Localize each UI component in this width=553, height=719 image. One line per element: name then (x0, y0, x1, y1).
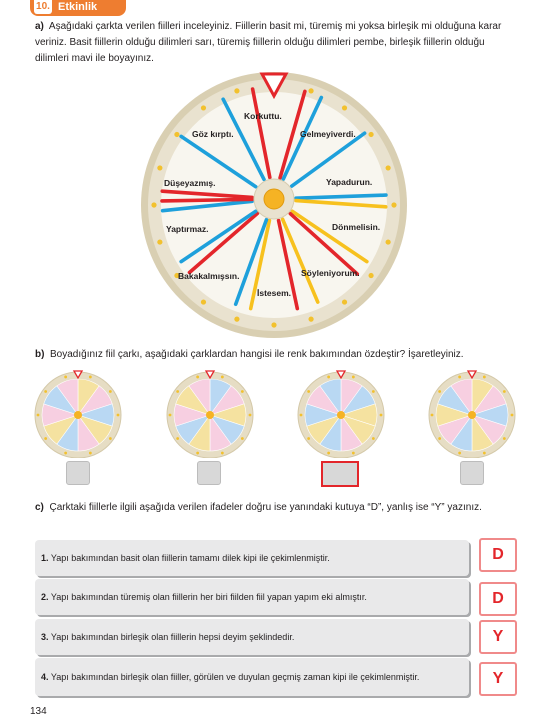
option-wheel-bulb (438, 437, 441, 440)
option-wheel-bulb (352, 376, 355, 379)
option-checkbox-1[interactable] (66, 461, 90, 485)
option-wheel-bulb (327, 376, 330, 379)
option-wheel-bulb (117, 414, 120, 417)
wheel-divider-red (162, 199, 252, 201)
page-number: 134 (30, 706, 47, 717)
option-wheel-bulb (372, 390, 375, 393)
option-wheel-bulb (431, 414, 434, 417)
wheel-bulb (386, 239, 391, 244)
wheel-word: Dönmelisin. (332, 222, 381, 232)
option-wheel-4 (428, 370, 516, 458)
option-wheel-bulb (327, 452, 330, 455)
verb-wheel (138, 72, 410, 340)
part-c-letter: c) (35, 502, 44, 513)
wheel-word: Söyleniyorum. (301, 268, 360, 278)
option-wheel-bulb (307, 437, 310, 440)
statement-number: 3. (41, 632, 49, 642)
option-wheel-bulb (483, 452, 486, 455)
wheel-bulb (201, 105, 206, 110)
option-wheel-bulb (109, 390, 112, 393)
option-wheel-3 (297, 370, 385, 458)
option-wheel-bulb (503, 437, 506, 440)
option-wheel-bulb (511, 414, 514, 417)
option-wheel-bulb (352, 452, 355, 455)
wheel-bulb (368, 132, 373, 137)
option-wheel-bulb (44, 437, 47, 440)
wheel-bulb (271, 322, 276, 327)
statement-3 (35, 619, 469, 655)
wheel-bulb (157, 165, 162, 170)
option-wheel-bulb (44, 390, 47, 393)
option-wheel-bulb (176, 437, 179, 440)
option-wheel-bulb (249, 414, 252, 417)
option-checkbox-2[interactable] (197, 461, 221, 485)
option-wheel-bulb (458, 376, 461, 379)
activity-title: Etkinlik (58, 1, 98, 13)
wheel-bulb (234, 88, 239, 93)
option-wheel-bulb (196, 376, 199, 379)
statement-4 (35, 658, 469, 696)
wheel-word: Göz kırptı. (192, 129, 234, 139)
wheel-bulb (151, 202, 156, 207)
wheel-bulb (391, 202, 396, 207)
option-wheel-bulb (109, 437, 112, 440)
part-a-letter: a) (35, 21, 44, 32)
option-wheel-2 (166, 370, 254, 458)
wheel-word: Korkuttu. (244, 111, 282, 121)
option-wheel-hub (74, 411, 82, 419)
statement-text: Yapı bakımından birleşik olan fiillerin hepsi deyim şeklindedir. (50, 632, 295, 642)
option-checkbox-3-selected[interactable] (321, 461, 359, 487)
wheel-bulb (157, 239, 162, 244)
statement-number: 4. (41, 672, 49, 682)
wheel-bulb (308, 317, 313, 322)
statement-text: Yapı bakımından türemiş olan fiillerin her biri fiilden fiil yapan yapım eki almıştır. (50, 592, 367, 602)
wheel-bulb (342, 299, 347, 304)
option-wheel-bulb (372, 437, 375, 440)
option-wheel-hub (337, 411, 345, 419)
answer-box-4[interactable]: Y (479, 662, 517, 696)
wheel-bulb (342, 105, 347, 110)
wheel-bulb (368, 273, 373, 278)
option-wheel-bulb (503, 390, 506, 393)
option-wheel-hub (468, 411, 476, 419)
option-wheel-bulb (89, 452, 92, 455)
wheel-word: Düşeyazmış. (164, 178, 216, 188)
option-wheel-bulb (458, 452, 461, 455)
statement-1 (35, 540, 469, 576)
option-wheel-bulb (37, 414, 40, 417)
option-wheel-bulb (64, 452, 67, 455)
wheel-word: Yaptırmaz. (166, 224, 209, 234)
option-wheel-bulb (483, 376, 486, 379)
statement-text: Yapı bakımından birleşik olan fiiller, görülen ve duyulan geçmiş zaman kipi ile çekimlenmiştir. (50, 672, 420, 682)
part-a-instructions (35, 19, 515, 67)
wheel-word: Bakakalmışsın. (178, 271, 240, 281)
wheel-word: İstesem. (257, 288, 292, 298)
answer-box-2[interactable]: D (479, 582, 517, 616)
option-wheel-bulb (241, 437, 244, 440)
wheel-bulb (174, 132, 179, 137)
part-b-text: Boyadığınız fiil çarkı, aşağıdaki çarklardan hangisi ile renk bakımından özdeştir? İşaretleyiniz. (50, 349, 464, 360)
option-wheel-bulb (196, 452, 199, 455)
wheel-bulb (386, 165, 391, 170)
part-c-text: Çarktaki fiillerle ilgili aşağıda verilen ifadeler doğru ise yanındaki kutuya “D”, yanlış ise “Y” yazınız. (49, 502, 482, 513)
option-wheel-bulb (241, 390, 244, 393)
option-wheel-bulb (307, 390, 310, 393)
option-wheel-bulb (169, 414, 172, 417)
activity-badge (30, 0, 126, 16)
wheel-bulb (234, 317, 239, 322)
option-wheel-bulb (221, 452, 224, 455)
statement-text: Yapı bakımından basit olan fiillerin tamamı dilek kipi ile çekimlenmiştir. (50, 553, 330, 563)
part-a-text: Aşağıdaki çarkta verilen fiilleri inceleyiniz. Fiillerin basit mi, türemiş mi yoksa birleşik mi olduğuna karar veriniz. Basit fiillerin olduğu dilimleri sarı, türemiş fiillerin olduğu dilimleri pembe, birleşik fiillerin olduğu dilimleri mavi ile boyayınız. (35, 21, 502, 64)
option-wheel-hub (206, 411, 214, 419)
answer-box-3[interactable]: Y (479, 620, 517, 654)
option-wheel-bulb (300, 414, 303, 417)
option-wheel-bulb (64, 376, 67, 379)
option-wheel-1 (34, 370, 122, 458)
statement-number: 2. (41, 592, 49, 602)
part-c-instructions (35, 500, 515, 516)
part-b-instructions (35, 347, 515, 363)
statement-2 (35, 579, 469, 615)
wheel-word: Gelmeyiverdi. (300, 129, 356, 139)
activity-number: 10. (34, 0, 52, 14)
option-wheel-bulb (89, 376, 92, 379)
statement-number: 1. (41, 553, 49, 563)
wheel-bulb (201, 299, 206, 304)
option-checkbox-4[interactable] (460, 461, 484, 485)
wheel-bulb (308, 88, 313, 93)
wheel-word: Yapadurun. (326, 177, 373, 187)
option-wheel-bulb (380, 414, 383, 417)
part-b-letter: b) (35, 349, 45, 360)
option-wheel-bulb (176, 390, 179, 393)
answer-box-1[interactable]: D (479, 538, 517, 572)
option-wheel-bulb (221, 376, 224, 379)
wheel-hub (264, 189, 284, 209)
option-wheel-bulb (438, 390, 441, 393)
